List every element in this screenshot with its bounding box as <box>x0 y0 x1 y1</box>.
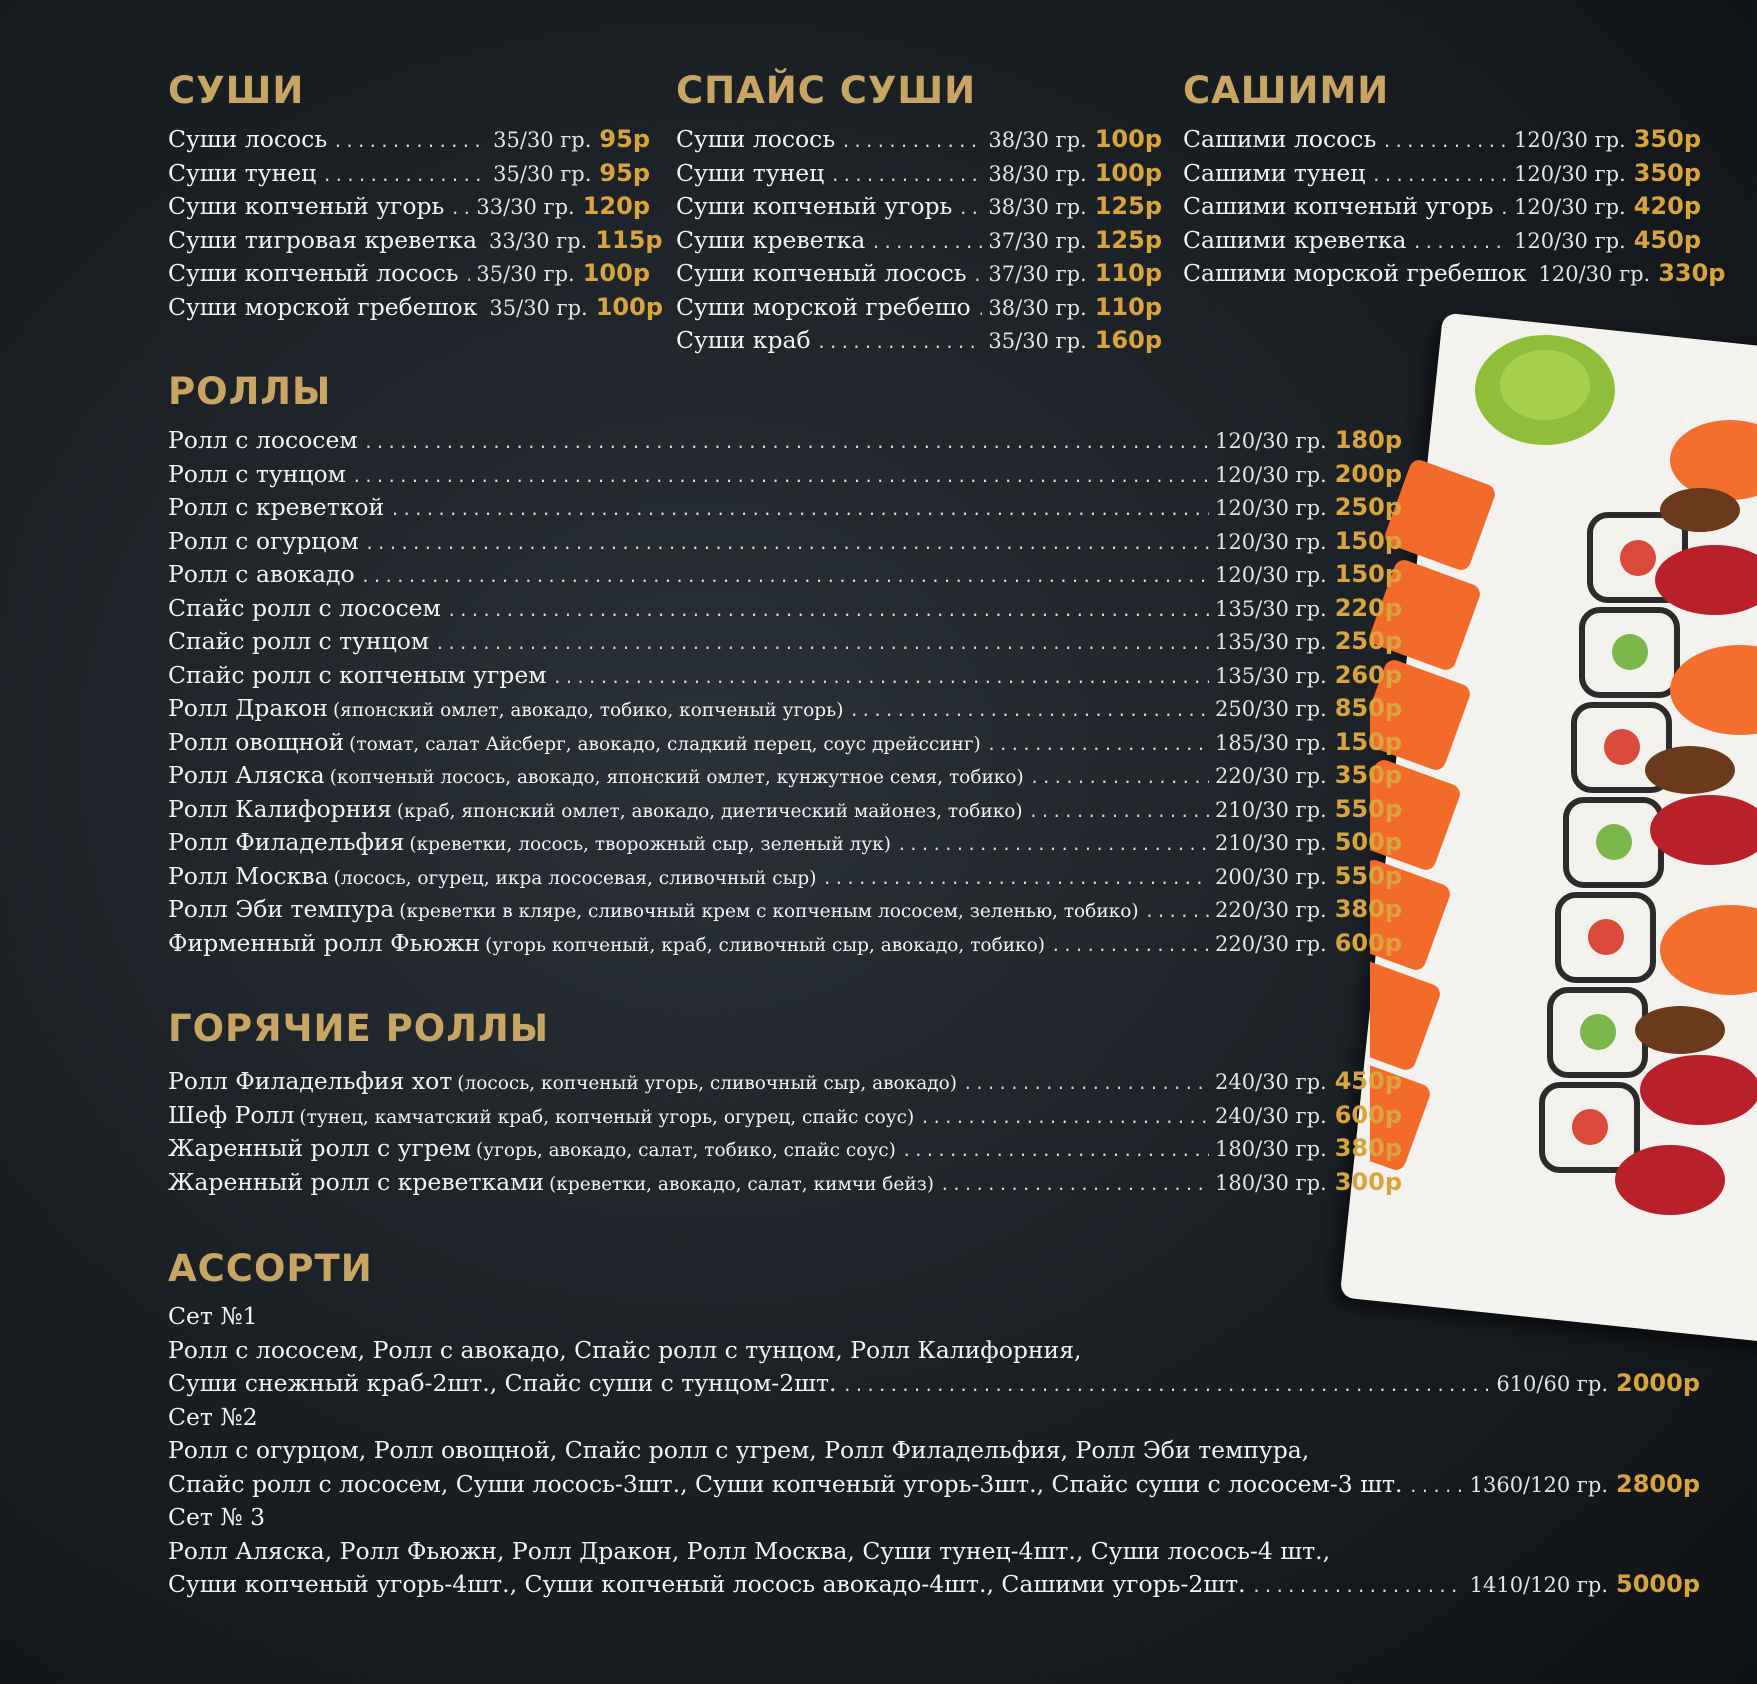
item-title: Суши креветка <box>676 225 866 254</box>
item-weight: 33/30 гр. <box>476 195 575 219</box>
item-title: Ролл с креветкой <box>168 493 385 521</box>
item-price: 115р <box>595 225 663 254</box>
item-price: 260р <box>1334 660 1402 689</box>
menu-item <box>168 860 1402 894</box>
menu-item <box>168 123 650 157</box>
item-title: Шеф Ролл <box>168 1100 295 1129</box>
item-title: Ролл овощной <box>168 727 345 756</box>
item-name <box>168 860 816 896</box>
dot-leader <box>1030 761 1209 795</box>
set-contents: Спайс ролл с лососем, Суши лосось-3шт., Суши копченый угорь-3шт., Спайс суши с лососем-3 шт. <box>168 1469 1403 1498</box>
item-price: 95р <box>599 158 650 187</box>
item-price: 850р <box>1334 694 1402 722</box>
item-weight: 37/30 гр. <box>988 228 1087 253</box>
item-title: Суши краб <box>676 326 811 354</box>
menu-item <box>1183 224 1701 258</box>
item-price: 350р <box>1633 125 1701 153</box>
item-title: Спайс ролл с копченым угрем <box>168 660 547 689</box>
item-title: Ролл с огурцом <box>168 526 359 555</box>
item-description: (креветки, лосось, творожный сыр, зеленый лук) <box>409 834 891 855</box>
item-title: Ролл с тунцом <box>168 459 346 488</box>
menu-item <box>168 1099 1402 1133</box>
item-weight: 180/30 гр. <box>1215 1137 1327 1161</box>
item-name <box>168 491 384 525</box>
item-weight: 120/30 гр. <box>1514 195 1626 219</box>
item-title: Ролл Калифорния <box>168 794 392 823</box>
menu-item <box>1183 190 1701 224</box>
hot-rolls-heading: ГОРЯЧИЕ РОЛЛЫ <box>168 1007 550 1050</box>
item-name <box>168 257 459 291</box>
item-weight: 120/30 гр. <box>1215 462 1327 487</box>
item-weight: 240/30 гр. <box>1215 1103 1327 1128</box>
item-description: (угорь, авокадо, салат, тобико, спайс соус) <box>476 1140 896 1161</box>
menu-item <box>168 726 1402 760</box>
item-name <box>168 1166 934 1202</box>
item-title: Жаренный ролл с угрем <box>168 1134 472 1162</box>
item-title: Суши копченый лосось <box>676 259 967 287</box>
item-price: 550р <box>1334 861 1402 890</box>
item-name <box>168 525 359 559</box>
item-title: Суши тигровая креветка <box>168 225 477 254</box>
item-title: Ролл Москва <box>168 861 329 890</box>
dot-leader <box>364 426 1209 460</box>
item-weight: 35/30 гр. <box>489 295 588 320</box>
item-price: 500р <box>1334 828 1402 856</box>
item-weight: 135/30 гр. <box>1215 596 1327 621</box>
item-weight: 35/30 гр. <box>493 128 592 152</box>
menu-item <box>676 224 1162 258</box>
item-price: 380р <box>1334 1134 1402 1162</box>
item-name <box>168 826 891 862</box>
item-price: 600р <box>1334 928 1402 957</box>
item-price: 160р <box>1094 326 1162 354</box>
set-contents: Суши снежный краб-2шт., Спайс суши с тунцом-2шт. <box>168 1369 837 1397</box>
item-name <box>168 692 843 728</box>
item-name <box>168 927 1045 963</box>
item-weight: 220/30 гр. <box>1215 764 1327 788</box>
menu-item <box>676 190 1162 224</box>
item-title: Ролл Дракон <box>168 694 328 722</box>
assorti-sets <box>168 1300 1700 1602</box>
menu-item <box>1183 157 1701 191</box>
item-title: Ролл Филадельфия <box>168 828 405 856</box>
item-price: 100р <box>1094 125 1162 153</box>
item-price: 110р <box>1094 292 1162 321</box>
item-title: Суши копченый лосось <box>168 259 459 287</box>
dot-leader <box>977 293 983 327</box>
item-price: 150р <box>1334 560 1402 588</box>
item-name <box>676 157 824 191</box>
item-title: Сашими тунец <box>1183 158 1366 187</box>
menu-item <box>168 458 1402 492</box>
sushi-list <box>168 123 663 324</box>
item-weight: 185/30 гр. <box>1215 730 1327 755</box>
menu-item <box>168 759 1402 793</box>
item-price: 300р <box>1334 1167 1402 1196</box>
item-price: 120р <box>582 192 650 220</box>
sashimi-heading: САШИМИ <box>1183 69 1390 112</box>
set-name: Сет №2 <box>168 1402 258 1431</box>
item-title: Ролл Эби темпура <box>168 895 395 923</box>
item-price: 95р <box>599 125 650 153</box>
item-title: Суши тунец <box>676 158 825 187</box>
dot-leader <box>1499 192 1508 226</box>
item-price: 450р <box>1334 1067 1402 1095</box>
set-contents: Ролл Аляска, Ролл Фьюжн, Ролл Дракон, Ролл Москва, Суши тунец-4шт., Суши лосось-4 шт., <box>168 1536 1331 1565</box>
item-title: Сашими лосось <box>1183 125 1377 153</box>
menu-item <box>676 157 1162 191</box>
item-weight: 120/30 гр. <box>1514 128 1626 152</box>
item-name <box>1183 190 1493 224</box>
item-weight: 35/30 гр. <box>493 161 592 186</box>
menu-item <box>168 793 1402 827</box>
item-weight: 38/30 гр. <box>988 161 1087 186</box>
item-name <box>168 659 547 693</box>
item-weight: 38/30 гр. <box>988 195 1087 219</box>
dot-leader <box>897 828 1209 862</box>
dot-leader <box>447 594 1209 628</box>
set-price-row <box>168 1468 1700 1502</box>
item-weight: 120/30 гр. <box>1215 429 1327 453</box>
dot-leader <box>963 1067 1209 1101</box>
item-description: (креветки, авокадо, салат, кимчи бейз) <box>549 1173 934 1195</box>
menu-item <box>168 826 1402 860</box>
item-name <box>168 893 1139 929</box>
dot-leader <box>958 192 982 226</box>
item-weight: 38/30 гр. <box>988 295 1087 320</box>
dot-leader <box>390 493 1209 527</box>
item-price: 125р <box>1094 225 1162 254</box>
item-price: 550р <box>1334 794 1402 823</box>
dot-leader <box>987 728 1209 762</box>
item-weight: 120/30 гр. <box>1514 228 1626 253</box>
item-weight: 120/30 гр. <box>1514 161 1626 186</box>
sushi-assortment-image <box>1370 330 1757 1360</box>
menu-item <box>168 692 1402 726</box>
item-name <box>168 1132 896 1168</box>
item-name <box>168 123 327 157</box>
dot-leader <box>1382 125 1508 159</box>
dot-leader <box>1252 1570 1464 1604</box>
menu-item <box>168 491 1402 525</box>
item-title: Сашими копченый угорь <box>1183 192 1494 220</box>
dot-leader <box>333 125 487 159</box>
dot-leader <box>830 159 982 193</box>
dot-leader <box>973 259 983 293</box>
item-title: Суши лосось <box>168 125 328 153</box>
item-price: 100р <box>1094 158 1162 187</box>
item-price: 420р <box>1633 192 1701 220</box>
spice-sushi-list <box>676 123 1162 358</box>
item-weight: 37/30 гр. <box>988 262 1087 286</box>
rolls-list <box>168 424 1402 960</box>
item-title: Суши морской гребешо <box>676 292 971 321</box>
item-description: (японский омлет, авокадо, тобико, копченый угорь) <box>332 700 844 721</box>
item-price: 250р <box>1334 627 1402 655</box>
item-name <box>168 592 441 626</box>
item-title: Суши морской гребешок <box>168 292 478 321</box>
item-title: Ролл Аляска <box>168 761 325 789</box>
menu-item <box>1183 257 1726 291</box>
item-name <box>1183 157 1365 191</box>
item-weight: 35/30 гр. <box>476 262 575 286</box>
item-name <box>1183 224 1406 258</box>
item-weight: 120/30 гр. <box>1215 563 1327 587</box>
item-description: (тунец, камчатский краб, копченый угорь, огурец, спайс соус) <box>299 1106 915 1128</box>
item-price: 125р <box>1094 192 1162 220</box>
dot-leader <box>435 627 1209 661</box>
item-name <box>1183 257 1527 291</box>
item-price: 600р <box>1334 1100 1402 1129</box>
item-title: Спайс ролл с тунцом <box>168 627 430 655</box>
set-price: 5000р <box>1616 1570 1700 1598</box>
set-name: Сет №1 <box>168 1302 258 1330</box>
item-name <box>676 257 967 291</box>
item-weight: 210/30 гр. <box>1215 797 1327 822</box>
dot-leader <box>1409 1470 1464 1504</box>
set-contents: Ролл с огурцом, Ролл овощной, Спайс ролл с угрем, Ролл Филадельфия, Ролл Эби темпура, <box>168 1436 1310 1464</box>
menu-item <box>168 525 1402 559</box>
menu-item <box>168 592 1402 626</box>
set-contents: Ролл с лососем, Ролл с авокадо, Спайс ролл с тунцом, Ролл Калифорния, <box>168 1335 1082 1364</box>
item-price: 100р <box>582 259 650 287</box>
item-weight: 200/30 гр. <box>1215 864 1327 889</box>
item-price: 330р <box>1658 259 1726 287</box>
item-title: Суши тунец <box>168 158 317 187</box>
item-title: Сашими креветка <box>1183 225 1407 254</box>
menu-item <box>168 291 663 325</box>
item-title: Суши копченый угорь <box>168 192 445 220</box>
menu-item <box>676 257 1162 291</box>
item-name <box>676 123 835 157</box>
spice-sushi-heading: СПАЙС СУШИ <box>676 69 977 112</box>
item-description: (лосось, огурец, икра лососевая, сливочный сыр) <box>333 867 817 889</box>
item-name <box>676 324 811 358</box>
set-price: 2800р <box>1616 1469 1700 1498</box>
item-name <box>168 190 444 224</box>
item-name <box>168 291 477 325</box>
item-price: 350р <box>1334 761 1402 789</box>
item-price: 220р <box>1334 593 1402 622</box>
dot-leader <box>940 1168 1209 1202</box>
dot-leader <box>322 159 487 193</box>
menu-item <box>168 224 663 258</box>
set-weight: 610/60 гр. <box>1496 1372 1609 1396</box>
item-name <box>168 558 355 592</box>
set-price-row <box>168 1367 1700 1401</box>
dot-leader <box>849 694 1209 728</box>
item-title: Суши копченый угорь <box>676 192 953 220</box>
item-weight: 120/30 гр. <box>1538 262 1651 286</box>
menu-item <box>168 424 1402 458</box>
set-price: 2000р <box>1616 1369 1700 1397</box>
item-weight: 35/30 гр. <box>988 329 1087 353</box>
dot-leader <box>450 192 470 226</box>
dot-leader <box>817 326 983 360</box>
item-weight: 180/30 гр. <box>1215 1170 1327 1195</box>
dot-leader <box>365 527 1209 561</box>
set-name: Сет № 3 <box>168 1503 266 1531</box>
menu-item <box>168 927 1402 961</box>
item-price: 150р <box>1334 526 1402 555</box>
item-name <box>168 157 316 191</box>
menu-item <box>168 1065 1402 1099</box>
item-name <box>168 458 346 492</box>
hot-rolls-list <box>168 1065 1402 1199</box>
item-price: 450р <box>1633 225 1701 254</box>
item-name <box>676 190 952 224</box>
item-price: 180р <box>1334 426 1402 454</box>
menu-item <box>676 291 1162 325</box>
item-price: 350р <box>1633 158 1701 187</box>
item-weight: 220/30 гр. <box>1215 898 1327 922</box>
dot-leader <box>822 862 1209 896</box>
item-price: 200р <box>1334 459 1402 488</box>
set-price-row <box>168 1568 1700 1602</box>
item-title: Ролл с лососем <box>168 426 358 454</box>
item-title: Сашими морской гребешок <box>1183 259 1527 287</box>
item-weight: 135/30 гр. <box>1215 630 1327 654</box>
set-contents: Суши копченый угорь-4шт., Суши копченый лосось авокадо-4шт., Сашими угорь-2шт. <box>168 1570 1246 1598</box>
dot-leader <box>871 226 982 260</box>
item-title: Ролл с авокадо <box>168 560 355 588</box>
item-weight: 250/30 гр. <box>1215 697 1327 721</box>
sashimi-list <box>1183 123 1726 291</box>
item-name <box>168 424 358 458</box>
dot-leader <box>841 125 982 159</box>
item-description: (угорь копченый, краб, сливочный сыр, авокадо, тобико) <box>485 934 1045 956</box>
item-weight: 210/30 гр. <box>1215 831 1327 855</box>
set-weight: 1410/120 гр. <box>1469 1573 1609 1597</box>
item-price: 250р <box>1334 493 1402 521</box>
menu-item <box>168 893 1402 927</box>
item-name <box>676 224 865 258</box>
set-weight: 1360/120 гр. <box>1469 1472 1609 1497</box>
item-weight: 120/30 гр. <box>1215 496 1327 520</box>
dot-leader <box>1412 226 1508 260</box>
item-weight: 33/30 гр. <box>488 228 588 253</box>
menu-item <box>168 1166 1402 1200</box>
menu-item <box>676 324 1162 358</box>
item-name <box>168 726 981 762</box>
item-title: Спайс ролл с лососем <box>168 593 441 622</box>
sushi-heading: СУШИ <box>168 69 305 112</box>
item-title: Жаренный ролл с креветками <box>168 1167 545 1196</box>
dot-leader <box>842 1369 1490 1403</box>
item-description: (лосось, копченый угорь, сливочный сыр, авокадо) <box>457 1073 958 1094</box>
menu-item <box>168 558 1402 592</box>
dot-leader <box>1051 929 1209 963</box>
dot-leader <box>902 1134 1209 1168</box>
item-name <box>1183 123 1376 157</box>
assorti-heading: АССОРТИ <box>168 1247 373 1290</box>
dot-leader <box>1145 895 1209 929</box>
dot-leader <box>553 661 1210 695</box>
item-name <box>168 1065 957 1101</box>
menu-item <box>168 157 650 191</box>
menu-item <box>168 625 1402 659</box>
rolls-heading: РОЛЛЫ <box>168 370 332 413</box>
dot-leader <box>1371 159 1508 193</box>
item-price: 150р <box>1334 727 1402 756</box>
item-name <box>168 793 1023 829</box>
item-name <box>168 1099 914 1135</box>
item-name <box>168 625 429 659</box>
menu-item <box>168 1132 1402 1166</box>
dot-leader <box>920 1101 1209 1135</box>
item-title: Ролл Филадельфия хот <box>168 1067 453 1095</box>
item-weight: 120/30 гр. <box>1215 529 1327 554</box>
item-weight: 38/30 гр. <box>988 128 1087 152</box>
item-price: 100р <box>595 292 663 321</box>
item-title: Фирменный ролл Фьюжн <box>168 928 481 957</box>
dot-leader <box>1029 795 1209 829</box>
item-name <box>168 759 1024 795</box>
menu-item <box>676 123 1162 157</box>
dot-leader <box>361 560 1209 594</box>
item-description: (креветки в кляре, сливочный крем с копченым лососем, зеленью, тобико) <box>399 901 1139 922</box>
item-description: (копченый лосось, авокадо, японский омлет, кунжутное семя, тобико) <box>329 767 1024 788</box>
dot-leader <box>352 460 1209 494</box>
menu-item <box>168 257 650 291</box>
item-price: 110р <box>1094 259 1162 287</box>
item-price: 380р <box>1334 895 1402 923</box>
item-name <box>676 291 971 325</box>
menu-item <box>1183 123 1701 157</box>
item-title: Суши лосось <box>676 125 836 153</box>
menu-item <box>168 659 1402 693</box>
menu-item <box>168 190 650 224</box>
item-weight: 240/30 гр. <box>1215 1070 1327 1094</box>
item-weight: 135/30 гр. <box>1215 663 1327 688</box>
item-description: (томат, салат Айсберг, авокадо, сладкий перец, соус дрейссинг) <box>349 733 981 755</box>
item-description: (краб, японский омлет, авокадо, диетический майонез, тобико) <box>396 800 1023 822</box>
item-name <box>168 224 477 258</box>
dot-leader <box>465 259 471 293</box>
item-weight: 220/30 гр. <box>1215 931 1327 956</box>
